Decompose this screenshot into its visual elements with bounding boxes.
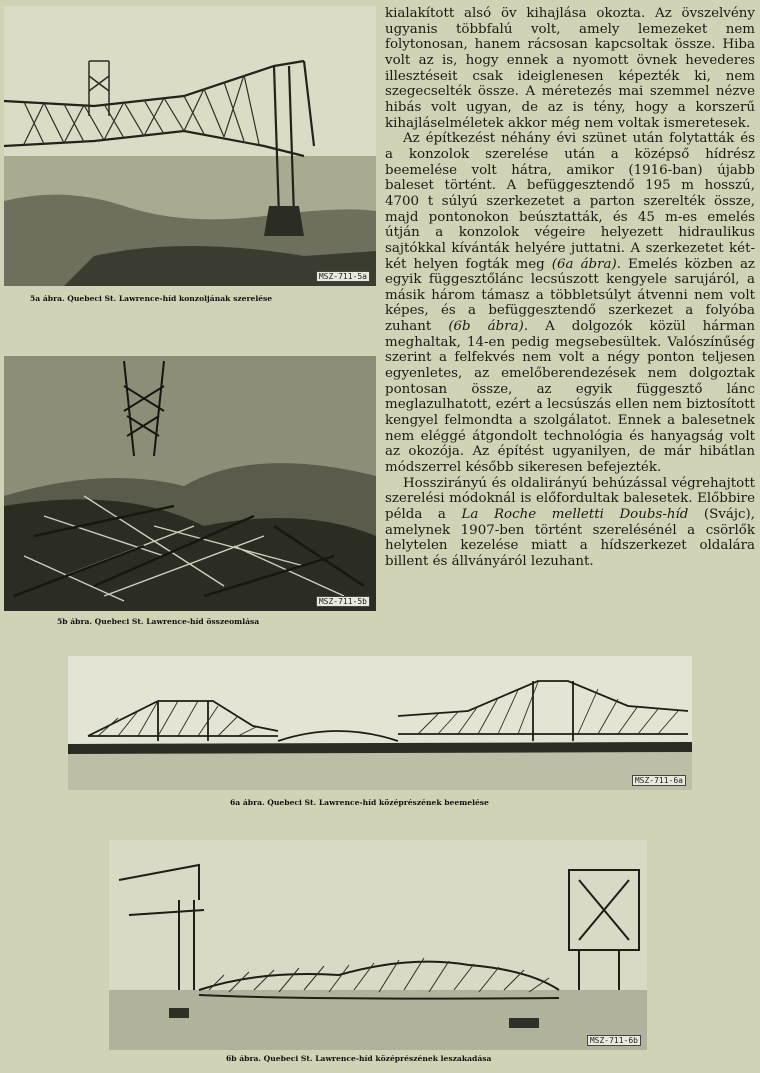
figure-6a-photo <box>68 656 692 790</box>
figure-6b-reference: (6b ábra) <box>448 319 524 335</box>
paragraph-1: kialakított alsó öv kihajlása okozta. Az övszelvény ugyanis többfalú volt, amely lemezeket nem folytonosan, hanem rácsosan kapcsoltak össze. Hiba volt az is, hogy ennek a nyomott övnek hevederes illesztéseit csak ideiglenesen képezték ki, nem szegecselték össze. A méretezés mai szemmel nézve hibás volt ugyan, de az is tény, hogy a korszerű kihajláselméletek akkor még nem voltak ismeretesek. <box>385 6 755 131</box>
paragraph-3 <box>385 476 755 570</box>
paragraph-3-part-a: Hosszirányú és oldalirányú behúzással végrehajtott szerelési módoknál is előfordultak balesetek. Előbbire példa a <box>385 475 755 522</box>
figure-6a-reference: (6a ábra) <box>551 256 617 272</box>
paragraph-2-part-c: . A dolgozók közül hárman meghaltak, 14-en pedig megsebesültek. Valószínűség szerint a felfekvés nem volt a négy ponton teljesen egyenletes, az emelőberendezések nem dolgoztak pontosan össze, az egyik függesztő lánc meglazulhatott, ezért a lecsúszás ellen nem biztosított kengyel felmondta a szolgálatot. Ennek a balesetnek nem eléggé átgondolt technológia és hanyagság volt az okozója. Az építést ugyanilyen, de már hibátlan módszerrel később sikeresen befejezték. <box>385 319 755 476</box>
figure-5b-photo <box>4 356 376 611</box>
figure-6a-ref: MSZ-711-6a <box>632 775 686 786</box>
doubs-bridge-name: La Roche melletti Doubs-híd <box>461 507 689 522</box>
figure-6b-caption: 6b ábra. Quebeci St. Lawrence-híd középrészének leszakadása <box>226 1054 492 1063</box>
figure-5a-ref: MSZ-711-5a <box>316 271 370 282</box>
paragraph-2-part-a: Az építkezést néhány évi szünet után folytatták és a konzolok szerelése után a középső hídrész beemelése volt hátra, amikor (1916-ban) újabb baleset történt. A befüggesztendő 195 m hosszú, 4700 t súlyú szerkezetet a parton szerelték össze, majd pontonokon beúsztatták, és 45 m-es emelés útján a konzolok végeire helyezett hidraulikus sajtókkal kívánták helyére juttatni. A szerkezetet két-két helyen fogták meg <box>385 131 755 272</box>
figure-5b-ref: MSZ-711-5b <box>316 596 370 607</box>
figure-6a-caption: 6a ábra. Quebeci St. Lawrence-híd középrészének beemelése <box>230 798 489 807</box>
paragraph-2-part-b: . Emelés közben az egyik függesztőlánc lecsúszott kengyele sarujáról, a másik három támasz a többletsúlyt átvenni nem volt képes, és a befüggesztendő szerkezet a folyóba zuhant <box>385 256 755 335</box>
figure-5a-caption: 5a ábra. Quebeci St. Lawrence-híd konzoljának szerelése <box>30 294 273 303</box>
figure-6b-ref: MSZ-711-6b <box>587 1035 641 1046</box>
paragraph-2 <box>385 131 755 475</box>
figure-5b-caption: 5b ábra. Quebeci St. Lawrence-híd összeomlása <box>57 617 260 626</box>
paragraph-3-part-b: (Svájc), amelynek 1907-ben történt szerelésénél a csörlők helytelen kezelése miatt a hídszerkezet oldalára billent és állványáról lezuhant. <box>385 507 755 569</box>
figure-5a-photo <box>4 6 376 286</box>
article-text-column <box>385 6 755 570</box>
figure-6b-photo <box>109 840 647 1050</box>
